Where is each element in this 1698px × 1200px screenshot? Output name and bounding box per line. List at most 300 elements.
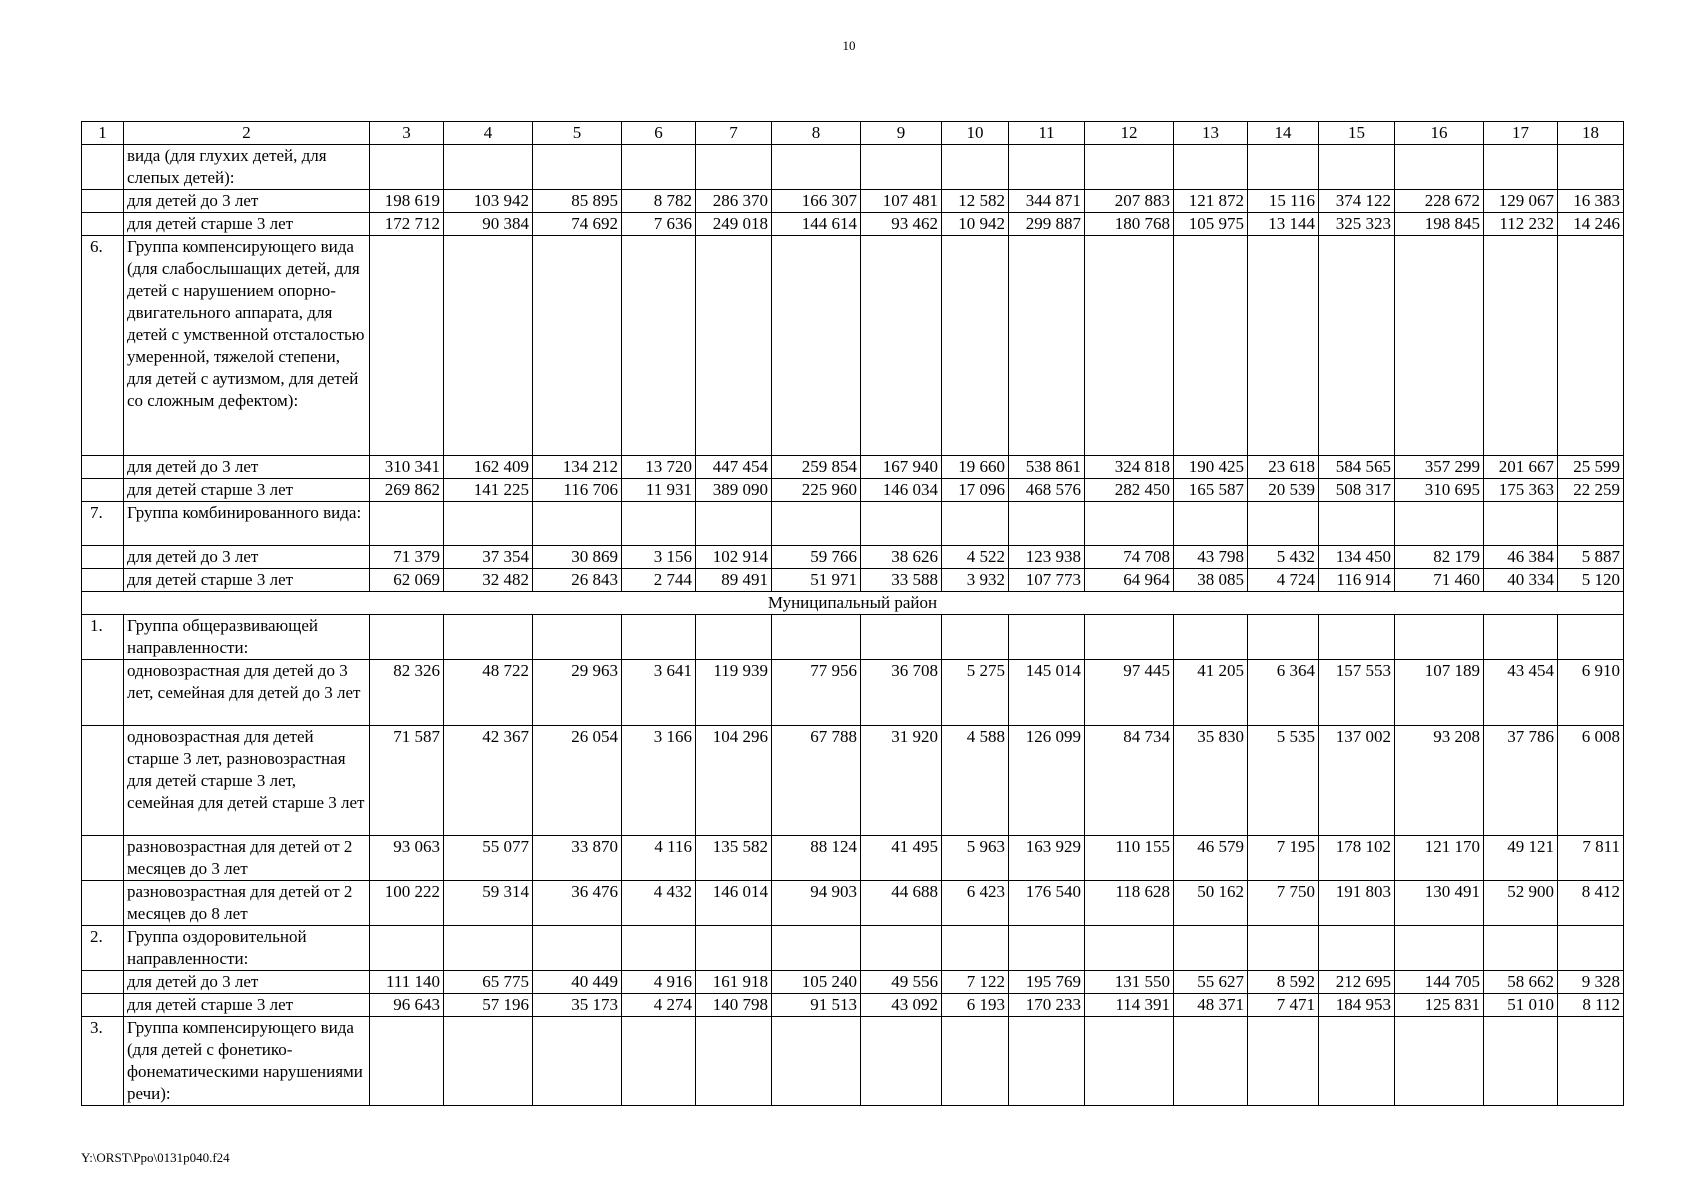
value-cell: 207 883 — [1085, 190, 1174, 213]
value-cell: 162 409 — [444, 456, 533, 479]
value-cell — [1009, 615, 1085, 660]
value-cell: 36 476 — [533, 881, 622, 926]
column-number: 6 — [622, 122, 696, 145]
row-index — [82, 546, 124, 569]
column-number-row — [82, 122, 1624, 145]
value-cell — [533, 236, 622, 456]
value-cell: 7 750 — [1248, 881, 1319, 926]
row-label: Группа компенсирующего вида (для слабослышащих детей, для детей с нарушением опорно-двигательного аппарата, для детей с умственной отсталостью умеренной, тяжелой степени, для детей с аутизмом, для детей со сложным дефектом): — [124, 236, 370, 456]
value-cell: 10 942 — [942, 213, 1009, 236]
value-cell: 167 940 — [861, 456, 942, 479]
value-cell: 71 587 — [370, 726, 444, 836]
value-cell — [1319, 926, 1395, 971]
value-cell: 7 811 — [1558, 836, 1624, 881]
value-cell: 228 672 — [1395, 190, 1484, 213]
value-cell: 286 370 — [696, 190, 772, 213]
table-row — [82, 479, 1624, 502]
value-cell: 2 744 — [622, 569, 696, 592]
value-cell: 131 550 — [1085, 971, 1174, 994]
row-index — [82, 836, 124, 881]
row-index — [82, 145, 124, 190]
value-cell: 357 299 — [1395, 456, 1484, 479]
value-cell: 42 367 — [444, 726, 533, 836]
value-cell: 6 193 — [942, 994, 1009, 1017]
value-cell: 49 556 — [861, 971, 942, 994]
column-number: 4 — [444, 122, 533, 145]
value-cell — [1395, 502, 1484, 546]
value-cell: 7 636 — [622, 213, 696, 236]
value-cell: 201 667 — [1484, 456, 1558, 479]
value-cell — [772, 236, 861, 456]
column-number: 7 — [696, 122, 772, 145]
value-cell: 5 887 — [1558, 546, 1624, 569]
row-index: 3. — [82, 1017, 124, 1106]
value-cell: 12 582 — [942, 190, 1009, 213]
row-label: разновозрастная для детей от 2 месяцев до 3 лет — [124, 836, 370, 881]
value-cell: 25 599 — [1558, 456, 1624, 479]
table-row — [82, 236, 1624, 456]
value-cell: 55 077 — [444, 836, 533, 881]
value-cell: 35 830 — [1174, 726, 1248, 836]
value-cell — [622, 926, 696, 971]
value-cell: 165 587 — [1174, 479, 1248, 502]
value-cell — [861, 1017, 942, 1106]
value-cell — [861, 926, 942, 971]
value-cell: 121 872 — [1174, 190, 1248, 213]
value-cell — [1319, 236, 1395, 456]
table-row — [82, 615, 1624, 660]
value-cell: 14 246 — [1558, 213, 1624, 236]
value-cell: 23 618 — [1248, 456, 1319, 479]
value-cell: 5 120 — [1558, 569, 1624, 592]
table-row — [82, 502, 1624, 546]
value-cell: 116 706 — [533, 479, 622, 502]
value-cell: 176 540 — [1009, 881, 1085, 926]
value-cell: 584 565 — [1319, 456, 1395, 479]
value-cell — [1174, 236, 1248, 456]
row-index: 2. — [82, 926, 124, 971]
value-cell — [696, 1017, 772, 1106]
value-cell: 134 450 — [1319, 546, 1395, 569]
row-index — [82, 881, 124, 926]
value-cell: 269 862 — [370, 479, 444, 502]
value-cell: 137 002 — [1319, 726, 1395, 836]
value-cell: 324 818 — [1085, 456, 1174, 479]
value-cell: 3 166 — [622, 726, 696, 836]
value-cell: 82 326 — [370, 660, 444, 726]
value-cell — [533, 615, 622, 660]
table-row — [82, 726, 1624, 836]
value-cell: 43 092 — [861, 994, 942, 1017]
value-cell — [1484, 502, 1558, 546]
value-cell — [1248, 1017, 1319, 1106]
value-cell: 33 870 — [533, 836, 622, 881]
value-cell: 46 579 — [1174, 836, 1248, 881]
value-cell — [444, 145, 533, 190]
value-cell: 62 069 — [370, 569, 444, 592]
value-cell: 105 240 — [772, 971, 861, 994]
value-cell — [772, 615, 861, 660]
value-cell — [1085, 145, 1174, 190]
value-cell: 51 971 — [772, 569, 861, 592]
value-cell — [1558, 1017, 1624, 1106]
value-cell — [1395, 615, 1484, 660]
value-cell: 37 354 — [444, 546, 533, 569]
value-cell: 310 341 — [370, 456, 444, 479]
row-index — [82, 660, 124, 726]
value-cell: 43 454 — [1484, 660, 1558, 726]
value-cell — [1395, 145, 1484, 190]
value-cell: 389 090 — [696, 479, 772, 502]
value-cell: 91 513 — [772, 994, 861, 1017]
row-label: разновозрастная для детей от 2 месяцев до 8 лет — [124, 881, 370, 926]
section-row — [82, 592, 1624, 615]
value-cell — [1558, 502, 1624, 546]
value-cell: 374 122 — [1319, 190, 1395, 213]
row-index — [82, 479, 124, 502]
value-cell — [533, 926, 622, 971]
value-cell — [772, 145, 861, 190]
value-cell: 107 189 — [1395, 660, 1484, 726]
value-cell — [370, 502, 444, 546]
value-cell: 7 195 — [1248, 836, 1319, 881]
value-cell — [533, 1017, 622, 1106]
value-cell: 3 156 — [622, 546, 696, 569]
value-cell: 6 910 — [1558, 660, 1624, 726]
value-cell: 118 628 — [1085, 881, 1174, 926]
value-cell — [1395, 236, 1484, 456]
column-number: 5 — [533, 122, 622, 145]
value-cell: 35 173 — [533, 994, 622, 1017]
value-cell — [696, 236, 772, 456]
value-cell — [942, 502, 1009, 546]
value-cell: 110 155 — [1085, 836, 1174, 881]
value-cell: 282 450 — [1085, 479, 1174, 502]
value-cell: 190 425 — [1174, 456, 1248, 479]
value-cell: 59 314 — [444, 881, 533, 926]
value-cell — [1395, 926, 1484, 971]
value-cell — [1174, 502, 1248, 546]
value-cell: 8 592 — [1248, 971, 1319, 994]
value-cell: 59 766 — [772, 546, 861, 569]
value-cell: 19 660 — [942, 456, 1009, 479]
value-cell: 259 854 — [772, 456, 861, 479]
value-cell: 144 614 — [772, 213, 861, 236]
table-row — [82, 1017, 1624, 1106]
value-cell — [942, 1017, 1009, 1106]
value-cell: 4 588 — [942, 726, 1009, 836]
value-cell: 134 212 — [533, 456, 622, 479]
value-cell: 325 323 — [1319, 213, 1395, 236]
value-cell: 40 334 — [1484, 569, 1558, 592]
value-cell: 178 102 — [1319, 836, 1395, 881]
value-cell: 121 170 — [1395, 836, 1484, 881]
value-cell: 3 641 — [622, 660, 696, 726]
row-label: для детей старше 3 лет — [124, 994, 370, 1017]
value-cell — [444, 615, 533, 660]
value-cell: 125 831 — [1395, 994, 1484, 1017]
value-cell: 85 895 — [533, 190, 622, 213]
value-cell — [1085, 1017, 1174, 1106]
value-cell: 112 232 — [1484, 213, 1558, 236]
value-cell: 100 222 — [370, 881, 444, 926]
table-row — [82, 190, 1624, 213]
value-cell: 26 843 — [533, 569, 622, 592]
value-cell: 146 014 — [696, 881, 772, 926]
value-cell: 11 931 — [622, 479, 696, 502]
value-cell: 212 695 — [1319, 971, 1395, 994]
value-cell — [1009, 236, 1085, 456]
value-cell: 163 929 — [1009, 836, 1085, 881]
value-cell: 4 522 — [942, 546, 1009, 569]
value-cell: 96 643 — [370, 994, 444, 1017]
row-label: для детей старше 3 лет — [124, 569, 370, 592]
value-cell: 64 964 — [1085, 569, 1174, 592]
row-index — [82, 971, 124, 994]
value-cell — [1484, 145, 1558, 190]
value-cell: 5 432 — [1248, 546, 1319, 569]
column-number: 9 — [861, 122, 942, 145]
value-cell — [370, 145, 444, 190]
value-cell: 119 939 — [696, 660, 772, 726]
value-cell: 198 619 — [370, 190, 444, 213]
table-row — [82, 660, 1624, 726]
value-cell: 38 085 — [1174, 569, 1248, 592]
value-cell — [861, 615, 942, 660]
row-index — [82, 726, 124, 836]
value-cell: 48 722 — [444, 660, 533, 726]
value-cell — [1484, 926, 1558, 971]
value-cell — [622, 502, 696, 546]
value-cell: 140 798 — [696, 994, 772, 1017]
row-label: для детей старше 3 лет — [124, 479, 370, 502]
row-label: для детей до 3 лет — [124, 456, 370, 479]
value-cell — [1174, 1017, 1248, 1106]
value-cell — [942, 615, 1009, 660]
value-cell: 36 708 — [861, 660, 942, 726]
column-number: 18 — [1558, 122, 1624, 145]
value-cell — [942, 926, 1009, 971]
value-cell: 310 695 — [1395, 479, 1484, 502]
row-label: вида (для глухих детей, для слепых детей): — [124, 145, 370, 190]
value-cell: 77 956 — [772, 660, 861, 726]
value-cell: 44 688 — [861, 881, 942, 926]
value-cell: 8 782 — [622, 190, 696, 213]
value-cell: 249 018 — [696, 213, 772, 236]
value-cell — [1248, 502, 1319, 546]
table-row — [82, 145, 1624, 190]
value-cell: 105 975 — [1174, 213, 1248, 236]
value-cell — [1395, 1017, 1484, 1106]
table-row — [82, 994, 1624, 1017]
value-cell — [1085, 236, 1174, 456]
value-cell — [942, 145, 1009, 190]
row-label: одновозрастная для детей до 3 лет, семейная для детей до 3 лет — [124, 660, 370, 726]
value-cell: 74 692 — [533, 213, 622, 236]
value-cell: 97 445 — [1085, 660, 1174, 726]
value-cell: 29 963 — [533, 660, 622, 726]
value-cell — [1319, 615, 1395, 660]
value-cell: 37 786 — [1484, 726, 1558, 836]
value-cell: 198 845 — [1395, 213, 1484, 236]
row-label: Группа оздоровительной направленности: — [124, 926, 370, 971]
value-cell: 166 307 — [772, 190, 861, 213]
table-row — [82, 971, 1624, 994]
value-cell — [1248, 236, 1319, 456]
value-cell: 6 364 — [1248, 660, 1319, 726]
value-cell — [622, 145, 696, 190]
value-cell: 48 371 — [1174, 994, 1248, 1017]
value-cell: 102 914 — [696, 546, 772, 569]
value-cell: 50 162 — [1174, 881, 1248, 926]
value-cell: 225 960 — [772, 479, 861, 502]
value-cell: 94 903 — [772, 881, 861, 926]
value-cell: 116 914 — [1319, 569, 1395, 592]
value-cell: 71 379 — [370, 546, 444, 569]
value-cell: 8 412 — [1558, 881, 1624, 926]
value-cell — [444, 236, 533, 456]
column-number: 15 — [1319, 122, 1395, 145]
row-label: одновозрастная для детей старше 3 лет, разновозрастная для детей старше 3 лет, семейная для детей старше 3 лет — [124, 726, 370, 836]
value-cell: 344 871 — [1009, 190, 1085, 213]
value-cell: 447 454 — [696, 456, 772, 479]
value-cell: 103 942 — [444, 190, 533, 213]
value-cell — [696, 502, 772, 546]
value-cell — [1085, 926, 1174, 971]
value-cell — [1009, 1017, 1085, 1106]
value-cell — [1085, 615, 1174, 660]
value-cell — [370, 236, 444, 456]
value-cell: 82 179 — [1395, 546, 1484, 569]
value-cell: 144 705 — [1395, 971, 1484, 994]
value-cell: 41 495 — [861, 836, 942, 881]
value-cell: 508 317 — [1319, 479, 1395, 502]
value-cell: 7 471 — [1248, 994, 1319, 1017]
value-cell — [622, 615, 696, 660]
value-cell — [1174, 145, 1248, 190]
value-cell: 107 481 — [861, 190, 942, 213]
value-cell — [533, 145, 622, 190]
row-label: Группа компенсирующего вида (для детей с фонетико-фонематическими нарушениями речи): — [124, 1017, 370, 1106]
value-cell: 184 953 — [1319, 994, 1395, 1017]
column-number: 3 — [370, 122, 444, 145]
value-cell: 4 916 — [622, 971, 696, 994]
table-row — [82, 836, 1624, 881]
value-cell: 180 768 — [1085, 213, 1174, 236]
value-cell: 67 788 — [772, 726, 861, 836]
value-cell — [533, 502, 622, 546]
row-index — [82, 213, 124, 236]
row-label: для детей до 3 лет — [124, 971, 370, 994]
row-label: Группа комбинированного вида: — [124, 502, 370, 546]
value-cell — [1558, 615, 1624, 660]
section-title: Муниципальный район — [82, 592, 1624, 615]
value-cell — [622, 1017, 696, 1106]
table-row — [82, 926, 1624, 971]
value-cell: 41 205 — [1174, 660, 1248, 726]
value-cell — [1248, 145, 1319, 190]
table-row — [82, 569, 1624, 592]
value-cell: 141 225 — [444, 479, 533, 502]
value-cell: 93 462 — [861, 213, 942, 236]
row-index — [82, 569, 124, 592]
column-number: 1 — [82, 122, 124, 145]
row-index: 7. — [82, 502, 124, 546]
value-cell — [696, 926, 772, 971]
value-cell — [444, 502, 533, 546]
value-cell: 84 734 — [1085, 726, 1174, 836]
value-cell: 52 900 — [1484, 881, 1558, 926]
value-cell — [444, 1017, 533, 1106]
value-cell: 172 712 — [370, 213, 444, 236]
value-cell — [370, 615, 444, 660]
value-cell: 13 720 — [622, 456, 696, 479]
value-cell: 16 383 — [1558, 190, 1624, 213]
value-cell: 6 423 — [942, 881, 1009, 926]
value-cell — [696, 145, 772, 190]
value-cell — [772, 1017, 861, 1106]
value-cell: 135 582 — [696, 836, 772, 881]
table-row — [82, 546, 1624, 569]
value-cell: 170 233 — [1009, 994, 1085, 1017]
value-cell: 22 259 — [1558, 479, 1624, 502]
value-cell — [370, 1017, 444, 1106]
value-cell — [1248, 926, 1319, 971]
value-cell — [861, 145, 942, 190]
column-number: 17 — [1484, 122, 1558, 145]
value-cell: 107 773 — [1009, 569, 1085, 592]
value-cell: 111 140 — [370, 971, 444, 994]
column-number: 10 — [942, 122, 1009, 145]
row-label: Группа общеразвивающей направленности: — [124, 615, 370, 660]
tariff-table — [81, 121, 1624, 1106]
table-row — [82, 213, 1624, 236]
value-cell: 8 112 — [1558, 994, 1624, 1017]
value-cell — [1319, 1017, 1395, 1106]
value-cell: 93 063 — [370, 836, 444, 881]
value-cell: 93 208 — [1395, 726, 1484, 836]
column-number: 11 — [1009, 122, 1085, 145]
column-number: 2 — [124, 122, 370, 145]
value-cell: 5 963 — [942, 836, 1009, 881]
value-cell — [1484, 1017, 1558, 1106]
value-cell: 26 054 — [533, 726, 622, 836]
value-cell — [1009, 926, 1085, 971]
value-cell — [1319, 502, 1395, 546]
value-cell: 157 553 — [1319, 660, 1395, 726]
column-number: 14 — [1248, 122, 1319, 145]
value-cell: 33 588 — [861, 569, 942, 592]
value-cell — [861, 502, 942, 546]
value-cell: 3 932 — [942, 569, 1009, 592]
table-row — [82, 456, 1624, 479]
value-cell: 161 918 — [696, 971, 772, 994]
column-number: 12 — [1085, 122, 1174, 145]
value-cell: 299 887 — [1009, 213, 1085, 236]
value-cell: 15 116 — [1248, 190, 1319, 213]
value-cell: 5 535 — [1248, 726, 1319, 836]
value-cell — [1319, 145, 1395, 190]
value-cell — [696, 615, 772, 660]
value-cell: 4 432 — [622, 881, 696, 926]
value-cell: 74 708 — [1085, 546, 1174, 569]
value-cell — [1484, 236, 1558, 456]
value-cell: 195 769 — [1009, 971, 1085, 994]
value-cell: 55 627 — [1174, 971, 1248, 994]
row-index: 1. — [82, 615, 124, 660]
value-cell — [772, 926, 861, 971]
value-cell: 191 803 — [1319, 881, 1395, 926]
